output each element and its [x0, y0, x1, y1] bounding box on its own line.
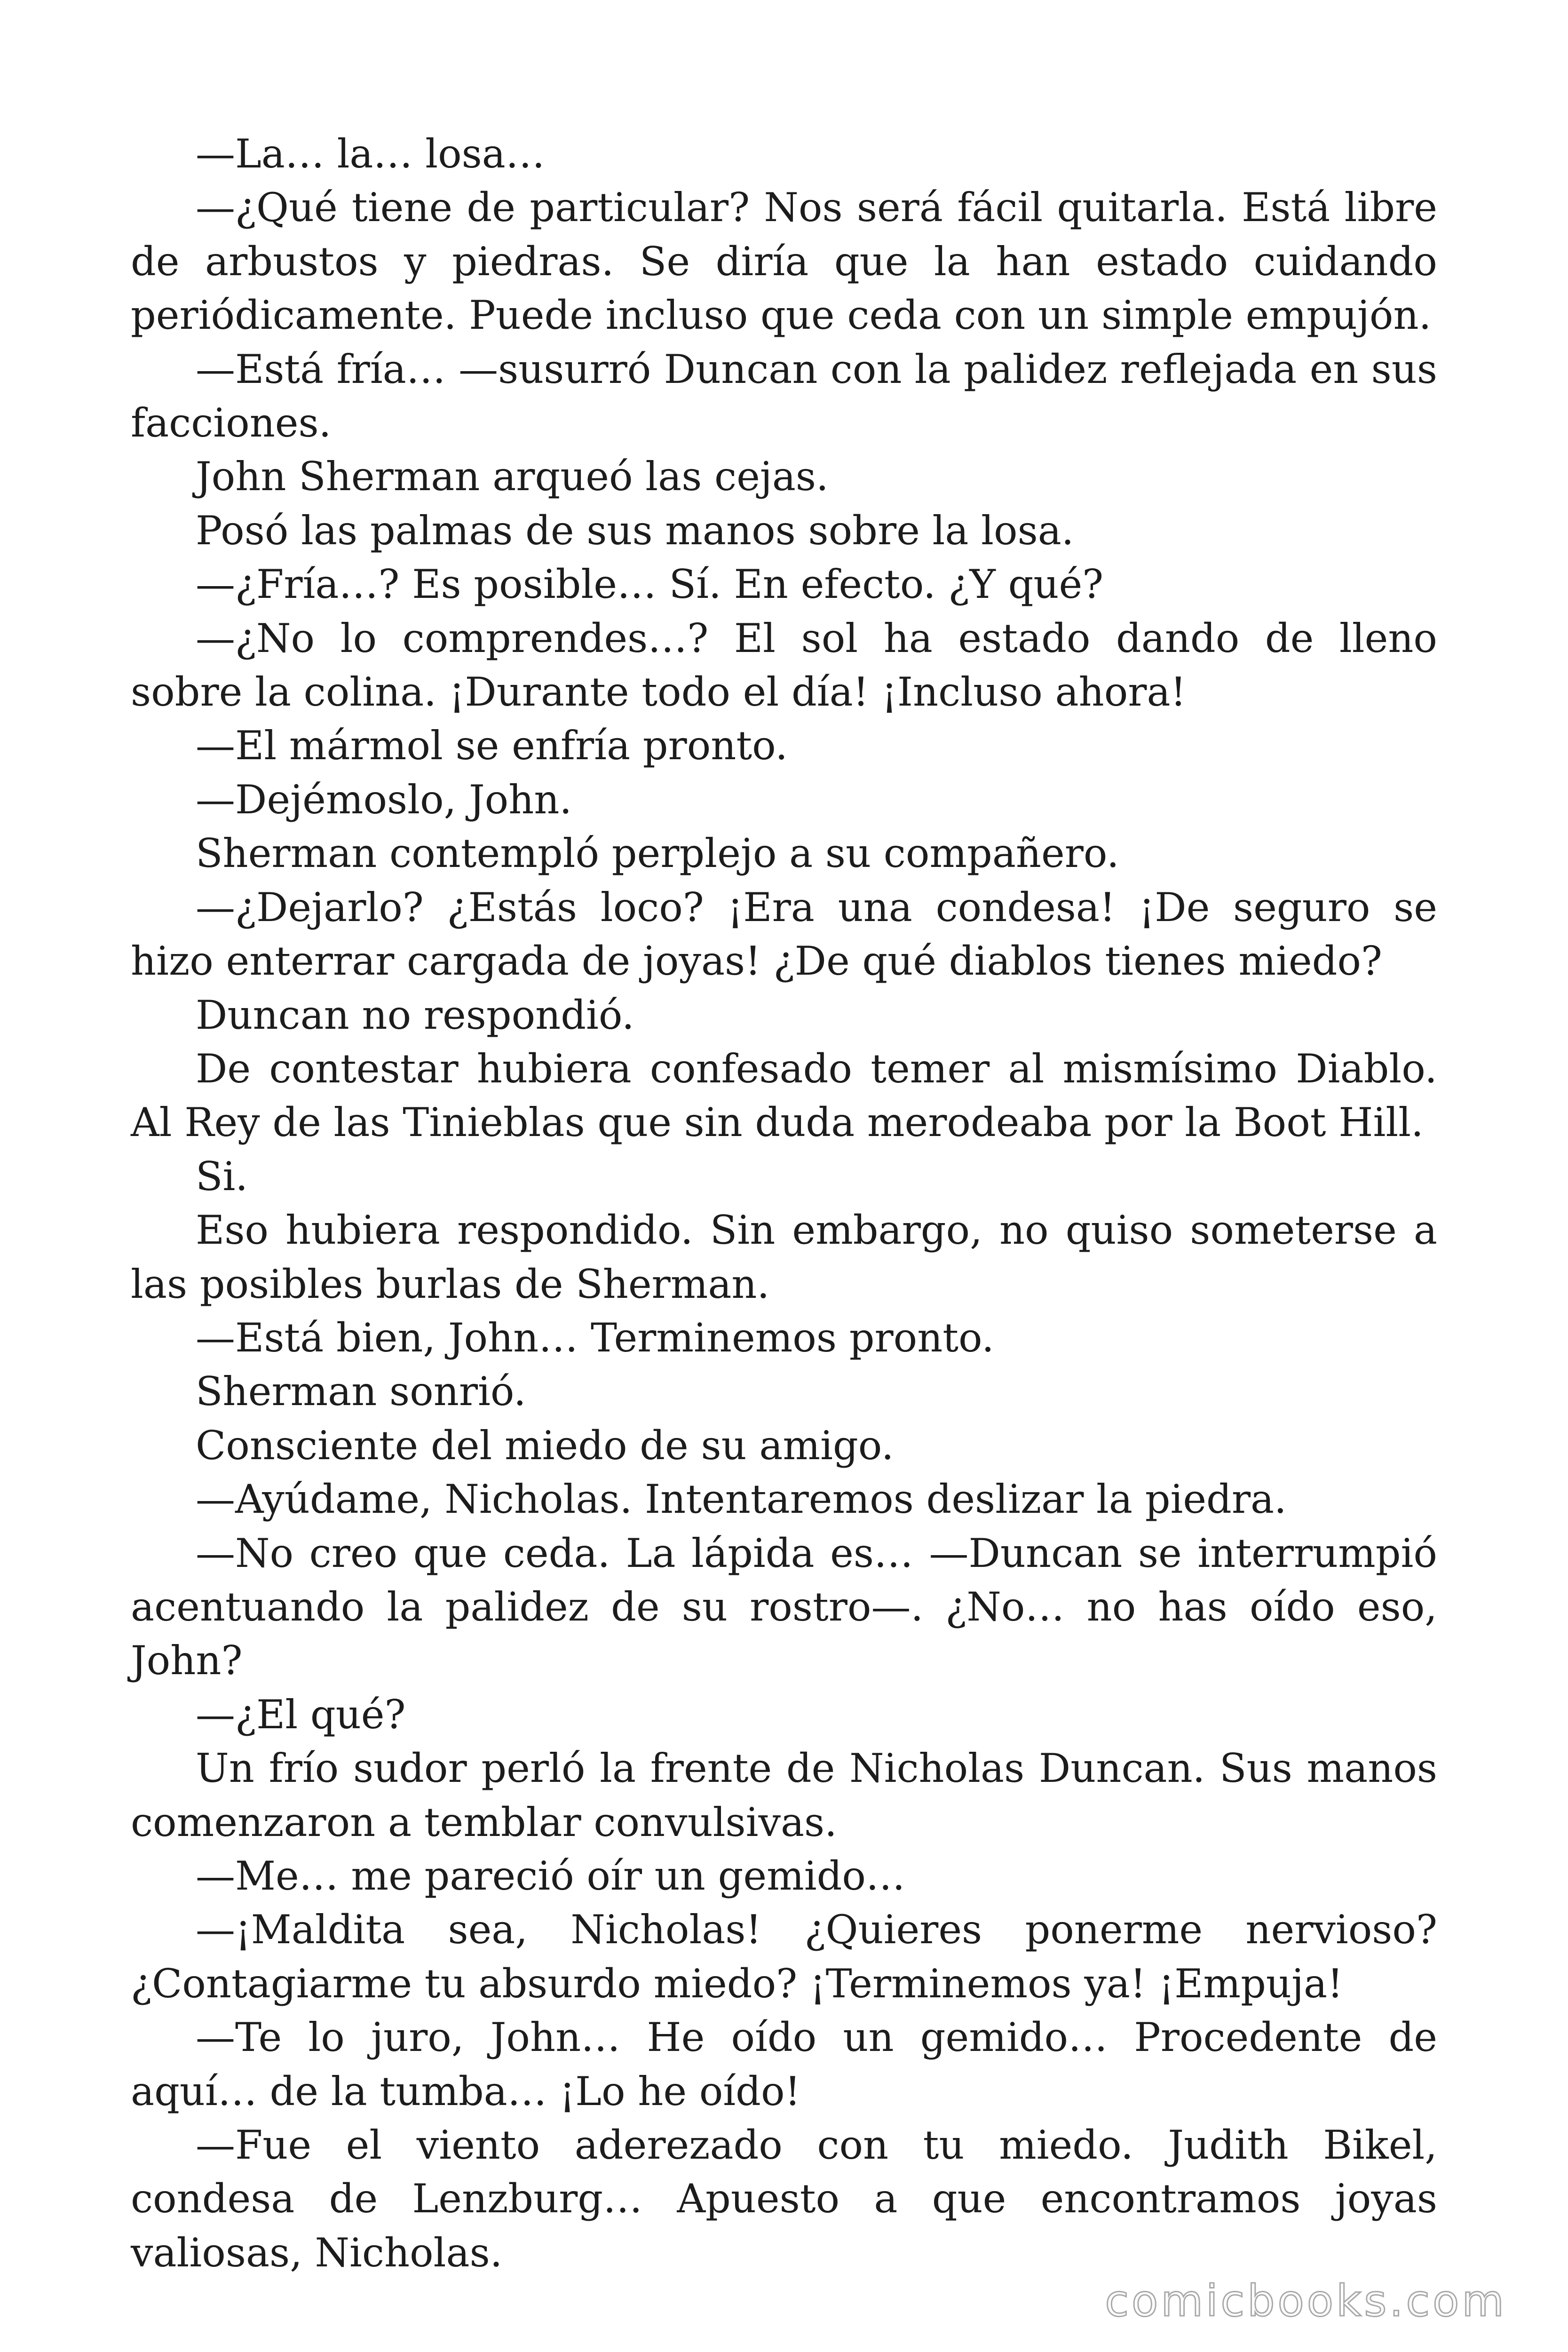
body-text — [131, 127, 1437, 2280]
paragraph-20: —No creo que ceda. La lápida es… —Duncan se interrumpió acentuando la palidez de su rostro—. ¿No… no has oído eso, John? — [131, 1530, 1437, 1684]
paragraph-9: —Dejémoslo, John. — [196, 776, 572, 823]
paragraph-24: —¡Maldita sea, Nicholas! ¿Quieres ponerme nervioso? ¿Contagiarme tu absurdo miedo? ¡Terminemos ya! ¡Empuja! — [131, 1907, 1437, 2007]
paragraph-5: Posó las palmas de sus manos sobre la losa. — [196, 507, 1074, 554]
paragraph-21: —¿El qué? — [196, 1691, 406, 1738]
paragraph-19: —Ayúdame, Nicholas. Intentaremos deslizar la piedra. — [196, 1476, 1287, 1523]
paragraph-6: —¿Fría…? Es posible… Sí. En efecto. ¿Y qué? — [196, 561, 1104, 608]
paragraph-8: —El mármol se enfría pronto. — [196, 723, 788, 769]
paragraph-2: —¿Qué tiene de particular? Nos será fácil quitarla. Está libre de arbustos y piedras. Se diría que la han estado cuidando periódicamente. Puede incluso que ceda con un simple empujón. — [131, 184, 1437, 339]
paragraph-26: —Fue el viento aderezado con tu miedo. Judith Bikel, condesa de Lenzburg… Apuesto a que encontramos joyas valiosas, Nicholas. — [131, 2122, 1437, 2276]
paragraph-12: Duncan no respondió. — [196, 992, 634, 1038]
paragraph-22: Un frío sudor perló la frente de Nicholas Duncan. Sus manos comenzaron a temblar convulsivas. — [131, 1745, 1437, 1845]
paragraph-17: Sherman sonrió. — [196, 1368, 526, 1415]
paragraph-7: —¿No lo comprendes…? El sol ha estado dando de lleno sobre la colina. ¡Durante todo el día! ¡Incluso ahora! — [131, 615, 1437, 715]
watermark-logo: comicbooks.com — [1105, 2276, 1507, 2326]
paragraph-4: John Sherman arqueó las cejas. — [196, 453, 829, 500]
paragraph-11: —¿Dejarlo? ¿Estás loco? ¡Era una condesa! ¡De seguro se hizo enterrar cargada de joyas! ¿De qué diablos tienes miedo? — [131, 884, 1437, 985]
paragraph-23: —Me… me pareció oír un gemido… — [196, 1853, 905, 1899]
paragraph-14: Si. — [196, 1153, 248, 1200]
paragraph-16: —Está bien, John… Terminemos pronto. — [196, 1314, 994, 1361]
paragraph-18: Consciente del miedo de su amigo. — [196, 1422, 894, 1469]
paragraph-25: —Te lo juro, John… He oído un gemido… Procedente de aquí… de la tumba… ¡Lo he oído! — [131, 2014, 1437, 2114]
paragraph-3: —Está fría… —susurró Duncan con la palidez reflejada en sus facciones. — [131, 346, 1437, 446]
paragraph-13: De contestar hubiera confesado temer al mismísimo Diablo. Al Rey de las Tinieblas que sin duda merodeaba por la Boot Hill. — [131, 1045, 1437, 1146]
paragraph-1: —La… la… losa… — [196, 131, 545, 177]
paragraph-15: Eso hubiera respondido. Sin embargo, no quiso someterse a las posibles burlas de Sherman. — [131, 1207, 1437, 1307]
paragraph-10: Sherman contempló perplejo a su compañero. — [196, 830, 1119, 877]
